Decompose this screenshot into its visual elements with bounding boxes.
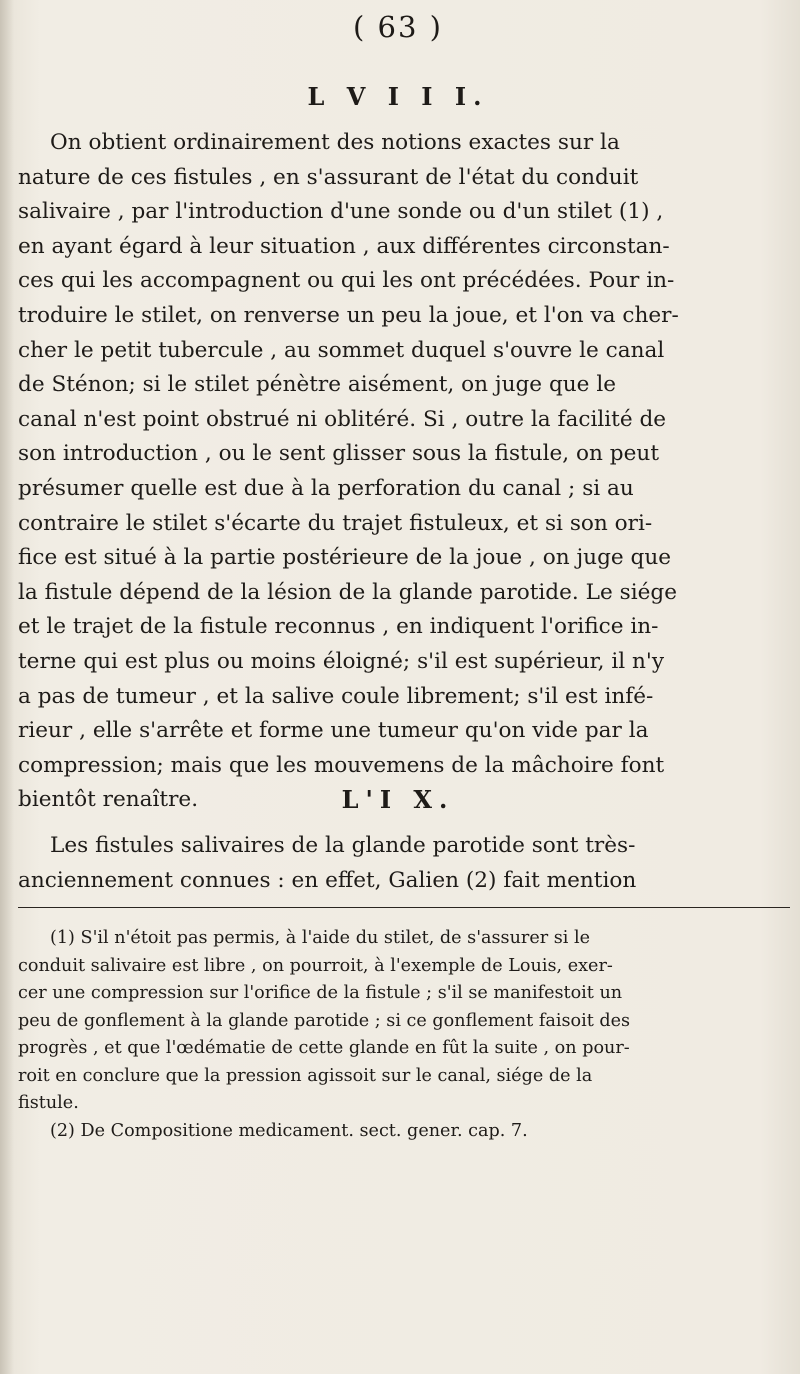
footnote-line: fistule. [18, 1093, 79, 1113]
text-line: a pas de tumeur , et la salive coule librement; s'il est infé- [18, 683, 654, 709]
paragraph-lviii [18, 126, 790, 818]
footnote-line: progrès , et que l'œdématie de cette glande en fût la suite , on pour- [18, 1038, 630, 1058]
text-line: salivaire , par l'introduction d'une sonde ou d'un stilet (1) , [18, 199, 664, 225]
page-number: ( 63 ) [353, 10, 443, 44]
text-line: et le trajet de la fistule reconnus , en indiquent l'orifice in- [18, 614, 659, 640]
text-line: la fistule dépend de la lésion de la glande parotide. Le siége [18, 579, 677, 605]
paragraph-lix [18, 829, 790, 898]
text-line: compression; mais que les mouvemens de la mâchoire font [18, 752, 665, 778]
text-line: présumer quelle est due à la perforation du canal ; si au [18, 475, 634, 501]
footnote-line: roit en conclure que la pression agissoit sur le canal, siége de la [18, 1065, 593, 1086]
footnote-line: cer une compression sur l'orifice de la fistule ; s'il se manifestoit un [18, 983, 623, 1003]
text-line: ces qui les accompagnent ou qui les ont précédées. Pour in- [18, 268, 675, 294]
text-line: contraire le stilet s'écarte du trajet fistuleux, et si son ori- [18, 510, 653, 536]
footnote-divider [18, 907, 790, 908]
text-line: son introduction , ou le sent glisser sous la fistule, on peut [18, 441, 659, 467]
text-line: canal n'est point obstrué ni oblitéré. Si , outre la facilité de [18, 406, 667, 432]
text-line: en ayant égard à leur situation , aux différentes circonstan- [18, 233, 670, 259]
footnote-line: (2) De Compositione medicament. sect. gener. cap. 7. [50, 1120, 528, 1141]
footnote-line: conduit salivaire est libre , on pourroit, à l'exemple de Louis, exer- [18, 955, 613, 976]
section-heading-lix: L'I X. [341, 785, 455, 814]
text-line: Les fistules salivaires de la glande parotide sont très- [50, 833, 636, 858]
text-line: troduire le stilet, on renverse un peu la joue, et l'on va cher- [18, 302, 679, 328]
text-line: nature de ces fistules , en s'assurant de l'état du conduit [18, 164, 639, 190]
binding-shadow [0, 0, 14, 1374]
section-heading-lviii: L V I I I. [307, 82, 489, 111]
text-line: cher le petit tubercule , au sommet duquel s'ouvre le canal [18, 337, 665, 363]
footnotes [18, 925, 790, 1145]
text-line: rieur , elle s'arrête et forme une tumeur qu'on vide par la [18, 718, 649, 744]
text-line: anciennement connues : en effet, Galien (2) fait mention [18, 867, 637, 893]
text-line: bientôt renaître. [18, 787, 199, 813]
footnote-line: (1) S'il n'étoit pas permis, à l'aide du stilet, de s'assurer si le [50, 928, 591, 948]
text-line: de Sténon; si le stilet pénètre aisément, on juge que le [18, 372, 617, 398]
footnote-line: peu de gonflement à la glande parotide ; si ce gonflement faisoit des [18, 1010, 631, 1031]
text-line: On obtient ordinairement des notions exactes sur la [50, 130, 620, 155]
text-line: terne qui est plus ou moins éloigné; s'il est supérieur, il n'y [18, 648, 665, 674]
text-line: fice est situé à la partie postérieure de la joue , on juge que [18, 545, 672, 571]
